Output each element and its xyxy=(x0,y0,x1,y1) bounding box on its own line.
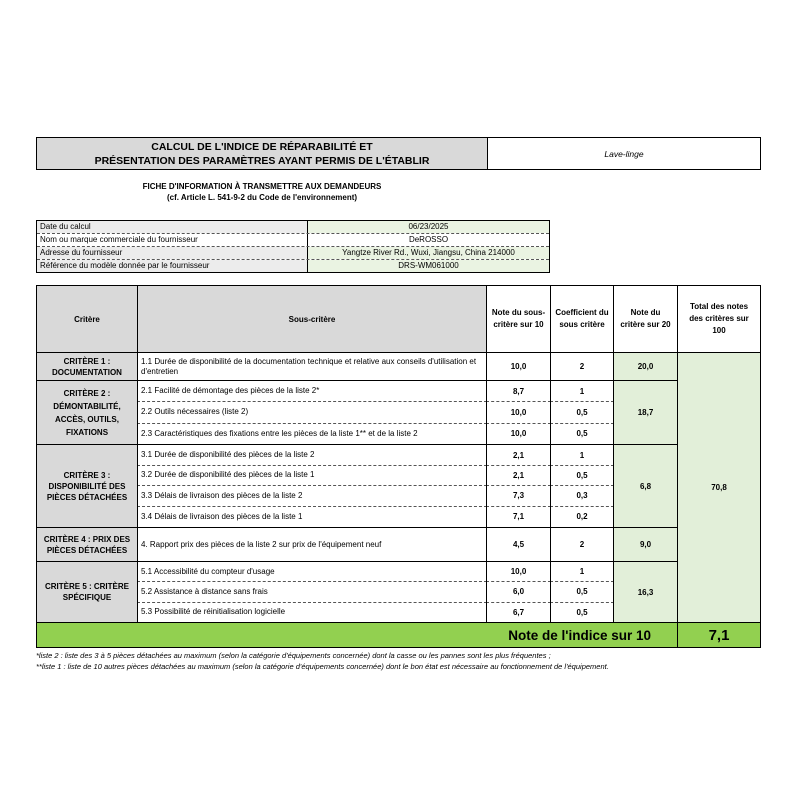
sous-critere-2-1: 2.1 Facilité de démontage des pièces de la liste 2* xyxy=(137,380,487,402)
note-critere-2: 18,7 xyxy=(613,380,678,445)
info-value: 06/23/2025 xyxy=(308,221,549,233)
indice-value: 7,1 xyxy=(677,622,761,648)
sous-critere-1-1: 1.1 Durée de disponibilité de la documentation technique et relative aux conseils d'utilisation et d'entretien xyxy=(137,352,487,381)
coef-1-1: 2 xyxy=(550,352,614,381)
product-type-label: Lave-linge xyxy=(604,148,644,159)
sous-critere-3-3: 3.3 Délais de livraison des pièces de la liste 2 xyxy=(137,485,487,507)
coef-5-1: 1 xyxy=(550,561,614,582)
coef-5-2: 0,5 xyxy=(550,581,614,603)
coef-3-1: 1 xyxy=(550,444,614,466)
info-value: DRS-WM061000 xyxy=(308,260,549,272)
coef-2-2: 0,5 xyxy=(550,401,614,424)
note-5-1: 10,0 xyxy=(486,561,551,582)
indice-label: Note de l'indice sur 10 xyxy=(36,622,678,648)
info-label: Nom ou marque commerciale du fournisseur xyxy=(37,234,308,246)
note-3-1: 2,1 xyxy=(486,444,551,466)
supplier-info-table xyxy=(36,220,550,273)
document-title xyxy=(36,137,488,170)
header-critere: Critère xyxy=(36,285,138,353)
sous-critere-5-2: 5.2 Assistance à distance sans frais xyxy=(137,581,487,603)
coef-4: 2 xyxy=(550,527,614,562)
info-value: Yangtze River Rd., Wuxi, Jiangsu, China 214000 xyxy=(308,247,549,259)
info-label: Date du calcul xyxy=(37,221,308,233)
critere-2: CRITÈRE 2 : DÉMONTABILITÉ, ACCÈS, OUTILS, FIXATIONS xyxy=(36,380,138,445)
info-row-brand xyxy=(37,234,549,247)
sous-critere-2-3: 2.3 Caractéristiques des fixations entre les pièces de la liste 1** et de la liste 2 xyxy=(137,423,487,445)
info-value: DeROSSO xyxy=(308,234,549,246)
note-3-4: 7,1 xyxy=(486,506,551,528)
critere-4: CRITÈRE 4 : PRIX DES PIÈCES DÉTACHÉES xyxy=(36,527,138,562)
coef-2-1: 1 xyxy=(550,380,614,402)
fiche-line-1: FICHE D'INFORMATION À TRANSMETTRE AUX DEMANDEURS xyxy=(142,182,382,191)
sous-critere-2-2: 2.2 Outils nécessaires (liste 2) xyxy=(137,401,487,424)
fiche-line-2: (cf. Article L. 541-9-2 du Code de l'environnement) xyxy=(166,193,358,202)
header-note-sous-critere: Note du sous-critère sur 10 xyxy=(486,285,551,353)
note-critere-3: 6,8 xyxy=(613,444,678,528)
coef-3-3: 0,3 xyxy=(550,485,614,507)
title-line-1: CALCUL DE L'INDICE DE RÉPARABILITÉ ET xyxy=(151,140,373,153)
note-3-2: 2,1 xyxy=(486,465,551,486)
note-2-1: 8,7 xyxy=(486,380,551,402)
info-row-model xyxy=(37,260,549,272)
footnote-liste-2: *liste 2 : liste des 3 à 5 pièces détachées au maximum (selon la catégorie d'équipements concernée) dont la casse ou les pannes sont les plus fréquentes ; xyxy=(36,651,551,660)
info-label: Adresse du fournisseur xyxy=(37,247,308,259)
product-type xyxy=(488,137,761,170)
header-total: Total des notes des critères sur 100 xyxy=(677,285,761,353)
sous-critere-3-2: 3.2 Durée de disponibilité des pièces de la liste 1 xyxy=(137,465,487,486)
critere-1: CRITÈRE 1 : DOCUMENTATION xyxy=(36,352,138,381)
header-sous-critere: Sous-critère xyxy=(137,285,487,353)
critere-3: CRITÈRE 3 : DISPONIBILITÉ DES PIÈCES DÉTACHÉES xyxy=(36,444,138,528)
note-critere-1: 20,0 xyxy=(613,352,678,381)
note-4: 4,5 xyxy=(486,527,551,562)
sous-critere-3-4: 3.4 Délais de livraison des pièces de la liste 1 xyxy=(137,506,487,528)
note-2-2: 10,0 xyxy=(486,401,551,424)
coef-3-4: 0,2 xyxy=(550,506,614,528)
info-row-address xyxy=(37,247,549,260)
sous-critere-5-3: 5.3 Possibilité de réinitialisation logicielle xyxy=(137,602,487,623)
sous-critere-3-1: 3.1 Durée de disponibilité des pièces de la liste 2 xyxy=(137,444,487,466)
sous-critere-5-1: 5.1 Accessibilité du compteur d'usage xyxy=(137,561,487,582)
coef-3-2: 0,5 xyxy=(550,465,614,486)
note-5-2: 6,0 xyxy=(486,581,551,603)
sous-critere-4: 4. Rapport prix des pièces de la liste 2 sur prix de l'équipement neuf xyxy=(137,527,487,562)
note-3-3: 7,3 xyxy=(486,485,551,507)
note-2-3: 10,0 xyxy=(486,423,551,445)
note-1-1: 10,0 xyxy=(486,352,551,381)
fiche-heading xyxy=(36,181,488,203)
header-coefficient: Coefficient du sous critère xyxy=(550,285,614,353)
footnote-liste-1: **liste 1 : liste de 10 autres pièces détachées au maximum (selon la catégorie d'équipements concernée) dont le bon état est nécessaire au fonctionnement de l'équipement. xyxy=(36,662,609,671)
coef-2-3: 0,5 xyxy=(550,423,614,445)
title-line-2: PRÉSENTATION DES PARAMÈTRES AYANT PERMIS DE L'ÉTABLIR xyxy=(94,154,430,167)
note-critere-5: 16,3 xyxy=(613,561,678,623)
info-label: Référence du modèle donnée par le fournisseur xyxy=(37,260,308,272)
note-5-3: 6,7 xyxy=(486,602,551,623)
note-critere-4: 9,0 xyxy=(613,527,678,562)
header-note-critere: Note du critère sur 20 xyxy=(613,285,678,353)
info-row-date xyxy=(37,221,549,234)
total-notes: 70,8 xyxy=(677,352,761,623)
critere-5: CRITÈRE 5 : CRITÈRE SPÉCIFIQUE xyxy=(36,561,138,623)
coef-5-3: 0,5 xyxy=(550,602,614,623)
